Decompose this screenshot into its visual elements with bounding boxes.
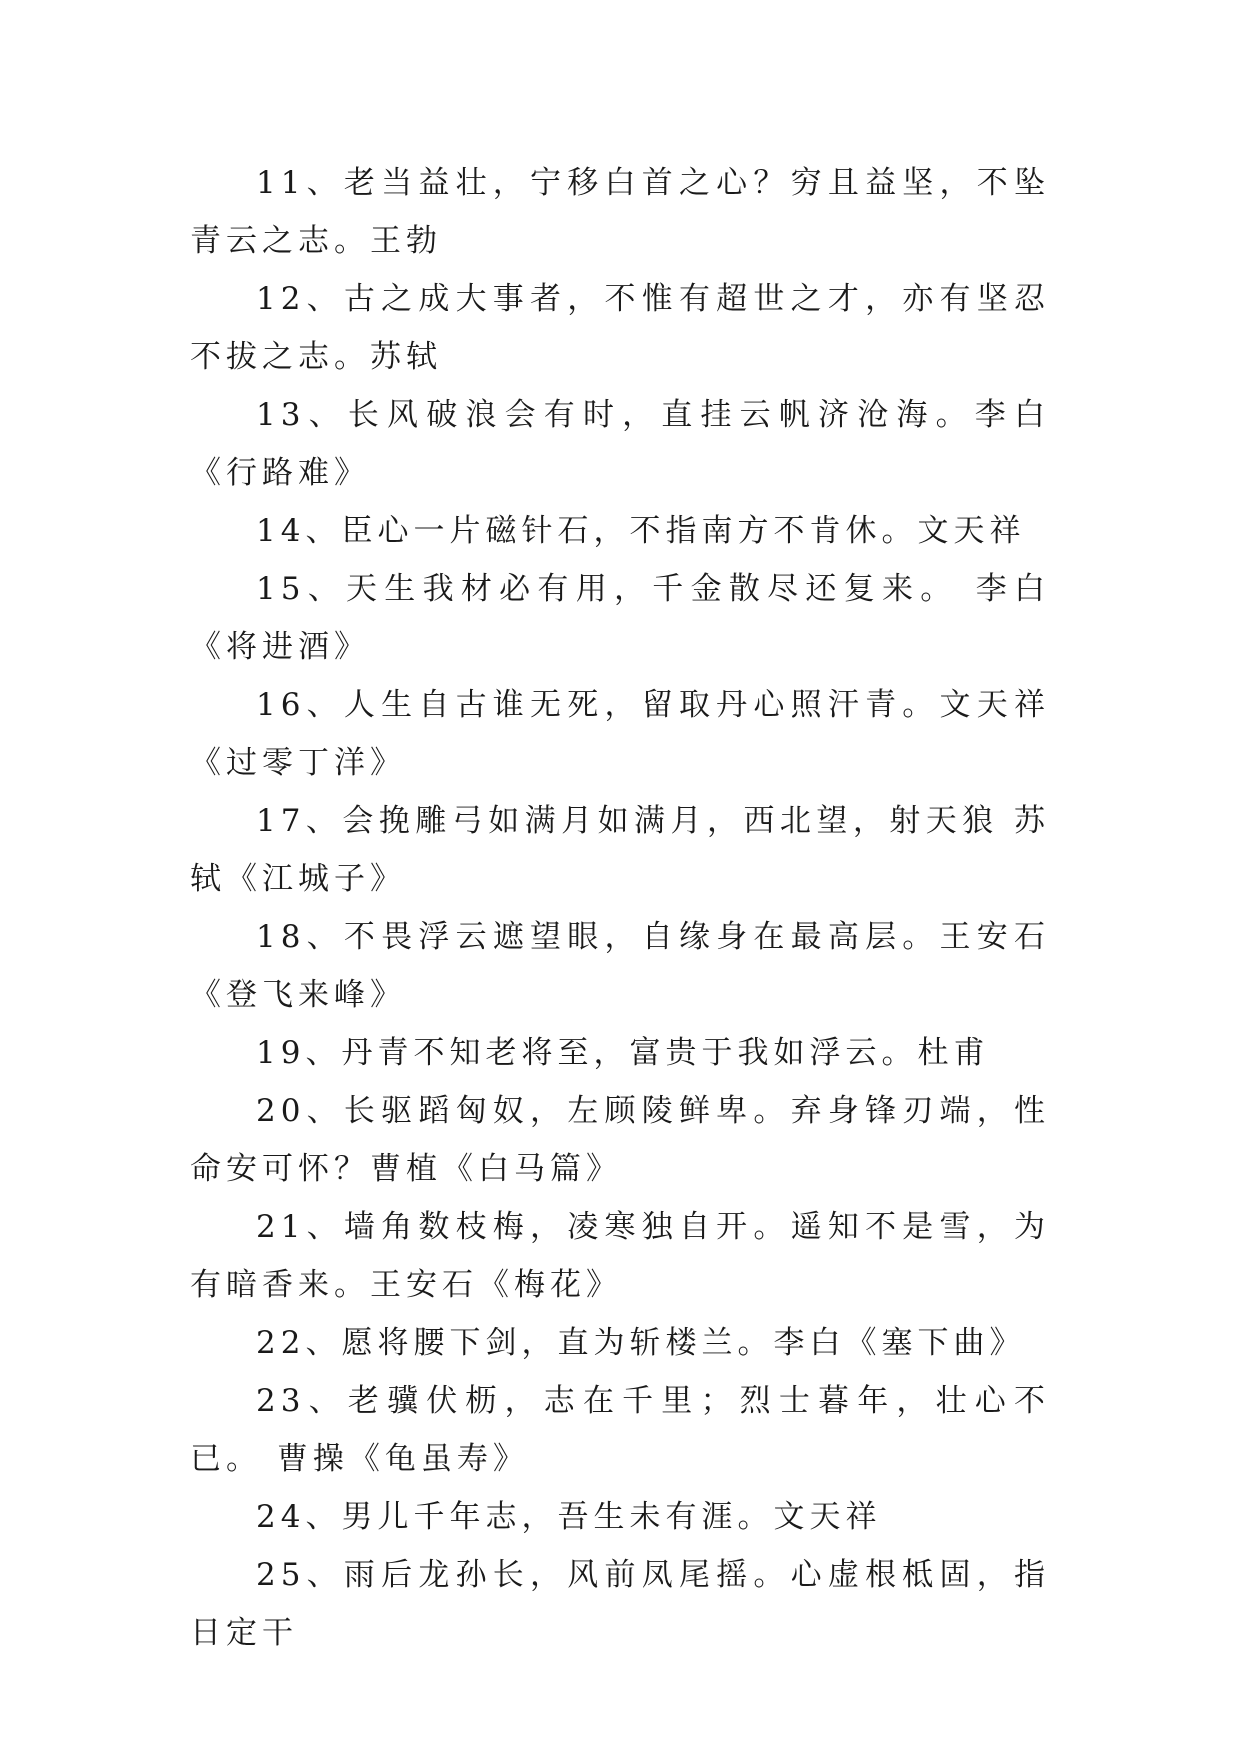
document-body bbox=[190, 154, 1050, 1662]
quote-paragraph: 21、墙角数枝梅，凌寒独自开。遥知不是雪，为有暗香来。王安石《梅花》 bbox=[190, 1209, 1050, 1303]
quote-paragraph: 18、不畏浮云遮望眼，自缘身在最高层。王安石《登飞来峰》 bbox=[190, 919, 1050, 1013]
quote-paragraph: 15、天生我材必有用，千金散尽还复来。 李白《将进酒》 bbox=[190, 571, 1050, 665]
quote-paragraph: 20、长驱蹈匈奴，左顾陵鲜卑。弃身锋刃端，性命安可怀？曹植《白马篇》 bbox=[190, 1093, 1050, 1187]
quote-paragraph: 22、愿将腰下剑，直为斩楼兰。李白《塞下曲》 bbox=[256, 1325, 1026, 1361]
quote-paragraph: 12、古之成大事者，不惟有超世之才，亦有坚忍不拔之志。苏轼 bbox=[190, 281, 1050, 375]
quote-paragraph: 13、长风破浪会有时，直挂云帆济沧海。李白《行路难》 bbox=[190, 397, 1050, 491]
quote-paragraph: 17、会挽雕弓如满月如满月，西北望，射天狼 苏轼《江城子》 bbox=[190, 803, 1050, 897]
quote-paragraph: 19、丹青不知老将至，富贵于我如浮云。杜甫 bbox=[256, 1035, 990, 1071]
quote-paragraph: 24、男儿千年志，吾生未有涯。文天祥 bbox=[256, 1499, 882, 1535]
quote-paragraph: 25、雨后龙孙长，风前凤尾摇。心虚根柢固，指日定干 bbox=[190, 1557, 1050, 1651]
quote-paragraph: 16、人生自古谁无死，留取丹心照汗青。文天祥《过零丁洋》 bbox=[190, 687, 1050, 781]
quote-paragraph: 14、臣心一片磁针石，不指南方不肯休。文天祥 bbox=[256, 513, 1026, 549]
quote-paragraph: 11、老当益壮，宁移白首之心？穷且益坚，不坠青云之志。王勃 bbox=[190, 165, 1050, 259]
quote-paragraph: 23、老骥伏枥，志在千里；烈士暮年，壮心不已。 曹操《龟虽寿》 bbox=[190, 1383, 1050, 1477]
